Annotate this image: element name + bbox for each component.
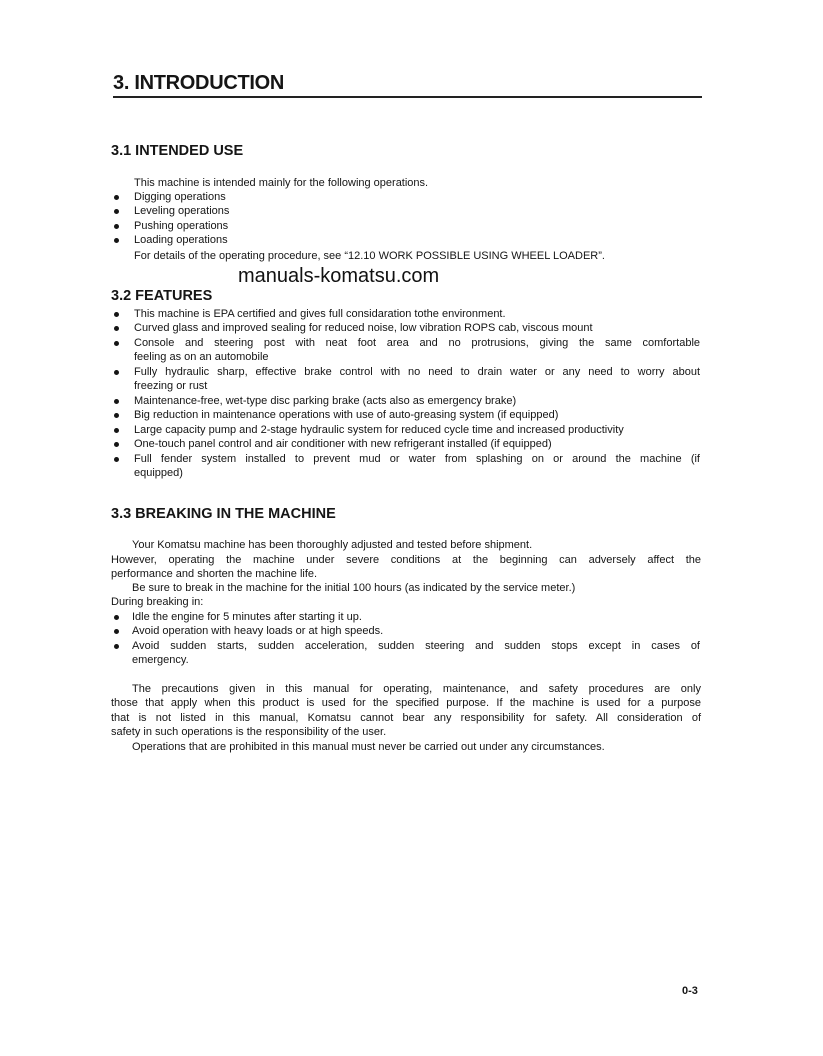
page-number: 0-3 [682,985,698,997]
precautions-line-4: safety in such operations is the responsibility of the user. [111,726,387,738]
bullet-icon [114,457,119,462]
list-item: This machine is EPA certified and gives full considaration tothe environment. [134,308,506,320]
bullet-icon [114,312,119,317]
list-item: One-touch panel control and air conditioner with new refrigerant installed (if equipped) [134,438,552,450]
bullet-icon [114,195,119,200]
breaking-in-para-1: Your Komatsu machine has been thoroughly adjusted and tested before shipment. [132,539,533,551]
bullet-icon [114,399,119,404]
section-heading-breaking-in: 3.3 BREAKING IN THE MACHINE [111,506,336,522]
breaking-in-para-2: However, operating the machine under severe conditions at the beginning can adversely affect the [111,554,701,566]
list-item: Large capacity pump and 2-stage hydraulic system for reduced cycle time and increased productivity [134,424,624,436]
list-item: Fully hydraulic sharp, effective brake control with no need to drain water or any need to worry about [134,366,700,378]
bullet-icon [114,341,119,346]
section-heading-features: 3.2 FEATURES [111,288,213,304]
list-item-continued: equipped) [134,467,183,479]
bullet-icon [114,428,119,433]
list-item: Console and steering post with neat foot area and no protrusions, giving the same comfortable [134,337,700,349]
chapter-title: 3. INTRODUCTION [113,72,285,94]
breaking-in-para-2-continued: performance and shorten the machine life. [111,568,318,580]
prohibited-operations-note: Operations that are prohibited in this manual must never be carried out under any circumstances. [132,741,605,753]
bullet-icon [114,644,119,649]
precautions-line-1: The precautions given in this manual for operating, maintenance, and safety procedures are only [132,683,701,695]
intended-use-intro: This machine is intended mainly for the following operations. [134,177,429,189]
bullet-icon [114,370,119,375]
bullet-icon [114,629,119,634]
list-item: Big reduction in maintenance operations with use of auto-greasing system (if equipped) [134,409,559,421]
intended-use-details: For details of the operating procedure, see “12.10 WORK POSSIBLE USING WHEEL LOADER”. [134,250,605,262]
bullet-icon [114,615,119,620]
list-item-continued: feeling as on an automobile [134,351,269,363]
list-item: Leveling operations [134,205,230,217]
list-item: Avoid sudden starts, sudden acceleration, sudden steering and sudden stops except in cases of [132,640,700,652]
precautions-line-2: those that apply when this product is used for the specified purpose. If the machine is used for a purpose [111,697,701,709]
list-item: Maintenance-free, wet-type disc parking brake (acts also as emergency brake) [134,395,517,407]
bullet-icon [114,442,119,447]
breaking-in-para-3: Be sure to break in the machine for the initial 100 hours (as indicated by the service meter.) [132,582,576,594]
bullet-icon [114,413,119,418]
bullet-icon [114,326,119,331]
list-item: Avoid operation with heavy loads or at high speeds. [132,625,384,637]
list-item: Digging operations [134,191,226,203]
bullet-icon [114,224,119,229]
breaking-in-para-4: During breaking in: [111,596,204,608]
bullet-icon [114,209,119,214]
list-item-continued: emergency. [132,654,189,666]
list-item-continued: freezing or rust [134,380,208,392]
list-item: Full fender system installed to prevent mud or water from splashing on or around the machine (if [134,453,700,465]
section-heading-intended-use: 3.1 INTENDED USE [111,143,244,159]
list-item: Loading operations [134,234,228,246]
list-item: Curved glass and improved sealing for reduced noise, low vibration ROPS cab, viscous mount [134,322,593,334]
list-item: Idle the engine for 5 minutes after starting it up. [132,611,362,623]
list-item: Pushing operations [134,220,229,232]
precautions-line-3: that is not listed in this manual, Komatsu cannot bear any responsibility for safety. All consideration of [111,712,701,724]
title-underline [113,96,702,98]
watermark-text: manuals-komatsu.com [238,265,440,287]
bullet-icon [114,238,119,243]
